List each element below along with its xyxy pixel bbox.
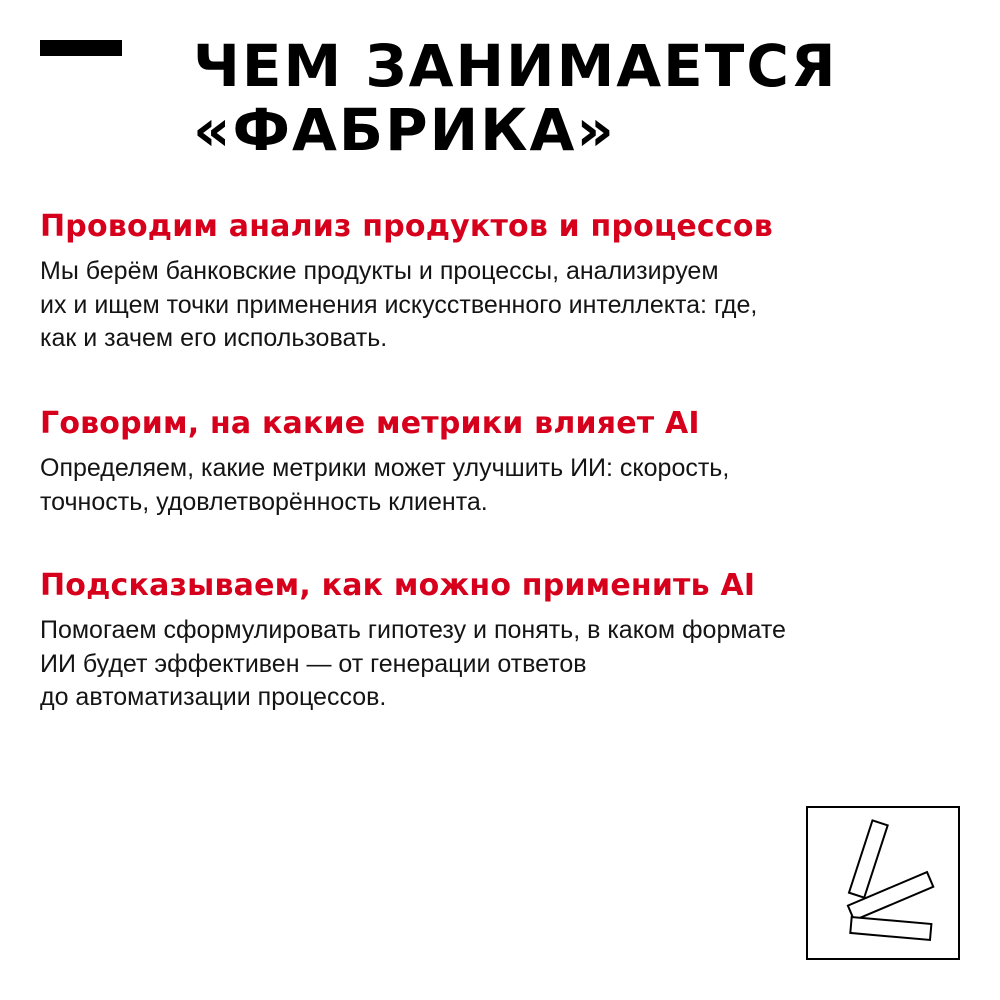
section-application xyxy=(40,568,960,715)
section-text-line: их и ищем точки применения искусственного интеллекта: где, xyxy=(40,290,758,319)
section-analysis xyxy=(40,209,960,356)
fan-blocks-logo-icon xyxy=(806,806,960,960)
section-text-line: Помогаем сформулировать гипотезу и понять, в каком формате xyxy=(40,616,786,644)
page-title xyxy=(193,34,973,162)
decorative-bar xyxy=(40,40,122,56)
section-text-line: ИИ будет эффективен — от генерации ответов xyxy=(40,649,587,678)
section-metrics xyxy=(40,406,960,519)
section-heading: Проводим анализ продуктов и процессов xyxy=(40,209,773,244)
section-text-line: точность, удовлетворённость клиента. xyxy=(40,487,488,516)
page-title-line-2: «ФАБРИКА» xyxy=(193,96,616,164)
section-text-line: как и зачем его использовать. xyxy=(40,324,388,352)
section-heading: Подсказываем, как можно применить AI xyxy=(40,568,756,603)
section-text-line: до автоматизации процессов. xyxy=(40,683,387,711)
section-text-line: Мы берём банковские продукты и процессы, анализируем xyxy=(40,257,719,285)
page-title-line-1: ЧЕМ ЗАНИМАЕТСЯ xyxy=(193,32,838,100)
section-text-line: Определяем, какие метрики может улучшить ИИ: скорость, xyxy=(40,454,730,482)
section-heading: Говорим, на какие метрики влияет AI xyxy=(40,406,700,441)
